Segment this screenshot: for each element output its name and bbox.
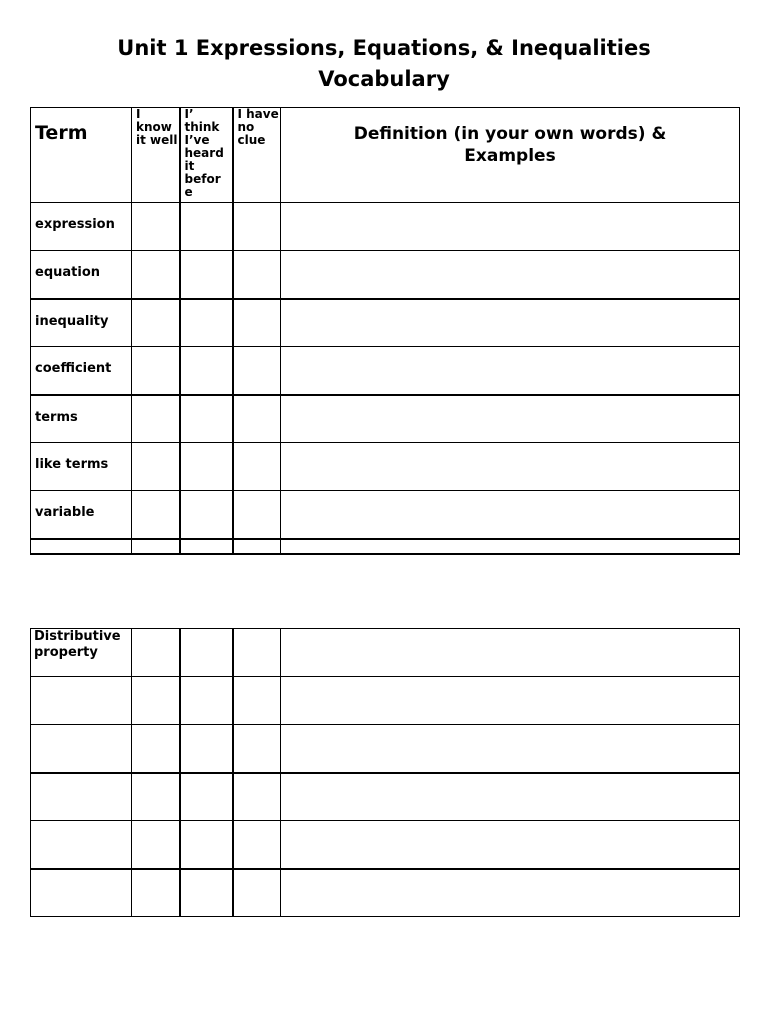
no-clue-cell[interactable] [233, 725, 281, 773]
definition-cell[interactable] [281, 677, 740, 725]
table-row [31, 629, 740, 677]
heard-before-cell[interactable] [180, 203, 233, 251]
header-know-well: I know it well [132, 108, 180, 203]
table-row [31, 443, 740, 491]
definition-cell[interactable] [281, 725, 740, 773]
know-well-cell[interactable] [132, 629, 180, 677]
heard-before-cell[interactable] [180, 869, 233, 917]
definition-cell[interactable] [281, 491, 740, 539]
term-cell: expression [31, 203, 132, 251]
no-clue-cell[interactable] [233, 677, 281, 725]
heard-before-cell[interactable] [180, 773, 233, 821]
know-well-cell[interactable] [132, 251, 180, 299]
term-cell: variable [31, 491, 132, 539]
table-row [31, 203, 740, 251]
no-clue-cell[interactable] [233, 491, 281, 539]
title-line-2: Vocabulary [318, 67, 450, 91]
table-row [31, 677, 740, 725]
table-row [31, 773, 740, 821]
table-row [31, 395, 740, 443]
no-clue-cell[interactable] [233, 773, 281, 821]
table-row [31, 869, 740, 917]
no-clue-cell[interactable] [233, 299, 281, 347]
know-well-cell[interactable] [132, 443, 180, 491]
definition-cell[interactable] [281, 821, 740, 869]
table-row [31, 347, 740, 395]
heard-before-cell[interactable] [180, 395, 233, 443]
definition-cell[interactable] [281, 443, 740, 491]
header-definition [281, 108, 740, 203]
heard-before-cell[interactable] [180, 251, 233, 299]
table-row-empty [31, 539, 740, 554]
no-clue-cell[interactable] [233, 629, 281, 677]
heard-before-cell[interactable] [180, 299, 233, 347]
term-cell [31, 773, 132, 821]
definition-cell[interactable] [281, 869, 740, 917]
no-clue-cell[interactable] [233, 203, 281, 251]
heard-before-cell[interactable] [180, 443, 233, 491]
heard-before-cell[interactable] [180, 629, 233, 677]
heard-before-cell[interactable] [180, 347, 233, 395]
heard-before-cell[interactable] [180, 539, 233, 554]
heard-before-cell[interactable] [180, 491, 233, 539]
term-cell: coefficient [31, 347, 132, 395]
term-cell [31, 539, 132, 554]
definition-cell[interactable] [281, 539, 740, 554]
know-well-cell[interactable] [132, 869, 180, 917]
no-clue-cell[interactable] [233, 251, 281, 299]
definition-cell[interactable] [281, 347, 740, 395]
header-heard-before: I’ think I’ve heard it befor e [180, 108, 233, 203]
term-cell: Distributive property [31, 629, 132, 677]
heard-before-cell[interactable] [180, 725, 233, 773]
know-well-cell[interactable] [132, 299, 180, 347]
no-clue-cell[interactable] [233, 539, 281, 554]
term-cell [31, 725, 132, 773]
know-well-cell[interactable] [132, 821, 180, 869]
heard-before-cell[interactable] [180, 821, 233, 869]
header-row [31, 108, 740, 203]
vocabulary-table-2 [30, 628, 740, 917]
table-row [31, 299, 740, 347]
table-row [31, 251, 740, 299]
term-cell [31, 677, 132, 725]
no-clue-cell[interactable] [233, 869, 281, 917]
term-cell: equation [31, 251, 132, 299]
know-well-cell[interactable] [132, 725, 180, 773]
title-line-1: Unit 1 Expressions, Equations, & Inequalities [117, 36, 651, 60]
no-clue-cell[interactable] [233, 821, 281, 869]
definition-cell[interactable] [281, 299, 740, 347]
term-cell: inequality [31, 299, 132, 347]
definition-cell[interactable] [281, 395, 740, 443]
table-row [31, 725, 740, 773]
header-definition-line-1: Definition (in your own words) & [353, 124, 667, 144]
know-well-cell[interactable] [132, 347, 180, 395]
definition-cell[interactable] [281, 203, 740, 251]
know-well-cell[interactable] [132, 677, 180, 725]
heard-before-cell[interactable] [180, 677, 233, 725]
term-cell [31, 821, 132, 869]
no-clue-cell[interactable] [233, 395, 281, 443]
definition-cell[interactable] [281, 629, 740, 677]
know-well-cell[interactable] [132, 539, 180, 554]
know-well-cell[interactable] [132, 395, 180, 443]
know-well-cell[interactable] [132, 203, 180, 251]
term-cell: terms [31, 395, 132, 443]
vocabulary-table-1 [30, 107, 740, 555]
header-definition-line-2: Examples [464, 146, 556, 166]
know-well-cell[interactable] [132, 773, 180, 821]
no-clue-cell[interactable] [233, 347, 281, 395]
definition-cell[interactable] [281, 773, 740, 821]
term-cell: like terms [31, 443, 132, 491]
table-row [31, 491, 740, 539]
term-cell [31, 869, 132, 917]
no-clue-cell[interactable] [233, 443, 281, 491]
know-well-cell[interactable] [132, 491, 180, 539]
header-no-clue: I have no clue [233, 108, 281, 203]
table-row [31, 821, 740, 869]
header-term: Term [31, 108, 132, 203]
page-title [0, 33, 768, 95]
definition-cell[interactable] [281, 251, 740, 299]
